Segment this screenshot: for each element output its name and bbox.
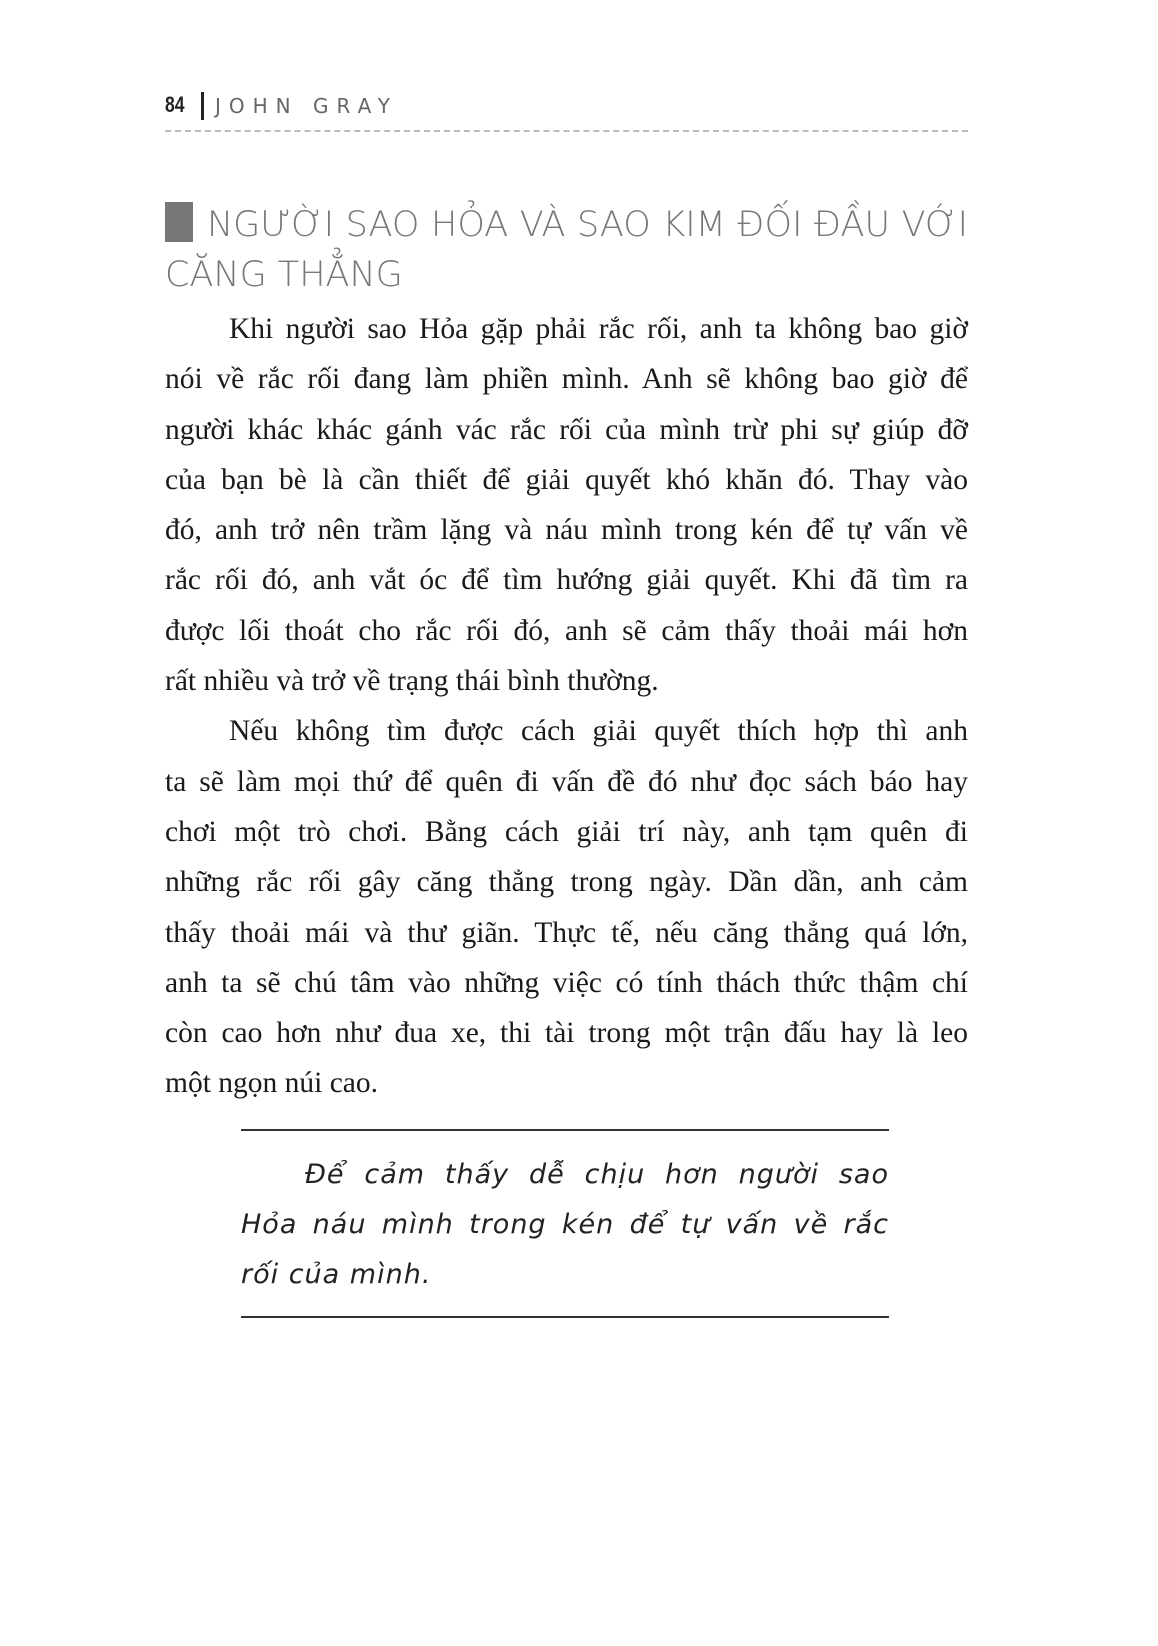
paragraph-line: được lối thoát cho rắc rối đó, anh sẽ cảm thấy thoải mái hơn [165, 614, 968, 647]
heading-text: NGƯỜI SAO HỎA VÀ SAO KIM ĐỐI ĐẦU VỚI [207, 205, 968, 245]
heading-line [165, 200, 968, 250]
paragraph-line: còn cao hơn như đua xe, thi tài trong một trận đấu hay là leo [165, 1017, 968, 1050]
heading-bar-icon [165, 202, 193, 242]
running-header [165, 90, 968, 132]
paragraph-line: chơi một trò chơi. Bằng cách giải trí này, anh tạm quên đi [165, 815, 968, 848]
paragraph-line: Nếu không tìm được cách giải quyết thích hợp thì anh [229, 715, 968, 748]
paragraph-line: người khác khác gánh vác rắc rối của mình trừ phi sự giúp đỡ [165, 413, 968, 446]
header-separator [201, 92, 204, 120]
section-heading [165, 200, 968, 300]
paragraph-line: Khi người sao Hỏa gặp phải rắc rối, anh ta không bao giờ [229, 313, 968, 345]
page-number: 84 [165, 92, 185, 117]
paragraph-line: một ngọn núi cao. [165, 1067, 379, 1100]
paragraph-line: những rắc rối gây căng thẳng trong ngày. Dần dần, anh cảm [165, 866, 968, 899]
quote-top-rule [241, 1129, 889, 1131]
heading-line: CĂNG THẲNG [165, 255, 403, 295]
paragraph-line: ta sẽ làm mọi thứ để quên đi vấn đề đó như đọc sách báo hay [165, 765, 968, 798]
body-text [165, 304, 968, 1109]
paragraph-line: rắc rối đó, anh vắt óc để tìm hướng giải quyết. Khi đã tìm ra [165, 564, 968, 597]
quote-line: rối của mình. [241, 1259, 432, 1290]
paragraph-line: đó, anh trở nên trầm lặng và náu mình trong kén để tự vấn về [165, 514, 968, 547]
paragraph-line: anh ta sẽ chú tâm vào những việc có tính thách thức thậm chí [165, 966, 968, 999]
quote-bottom-rule [241, 1316, 889, 1318]
paragraph-line: thấy thoải mái và thư giãn. Thực tế, nếu căng thẳng quá lớn, [165, 916, 968, 949]
quote-line: Hỏa náu mình trong kén để tự vấn về rắc [241, 1209, 889, 1240]
quote-line: Để cảm thấy dễ chịu hơn người sao [305, 1159, 889, 1190]
paragraph-line: nói về rắc rối đang làm phiền mình. Anh sẽ không bao giờ để [165, 363, 968, 396]
paragraph-line: của bạn bè là cần thiết để giải quyết khó khăn đó. Thay vào [165, 463, 968, 496]
paragraph-line: rất nhiều và trở về trạng thái bình thường. [165, 665, 659, 698]
author-name: JOHN GRAY [215, 94, 398, 118]
pull-quote [241, 1150, 889, 1300]
